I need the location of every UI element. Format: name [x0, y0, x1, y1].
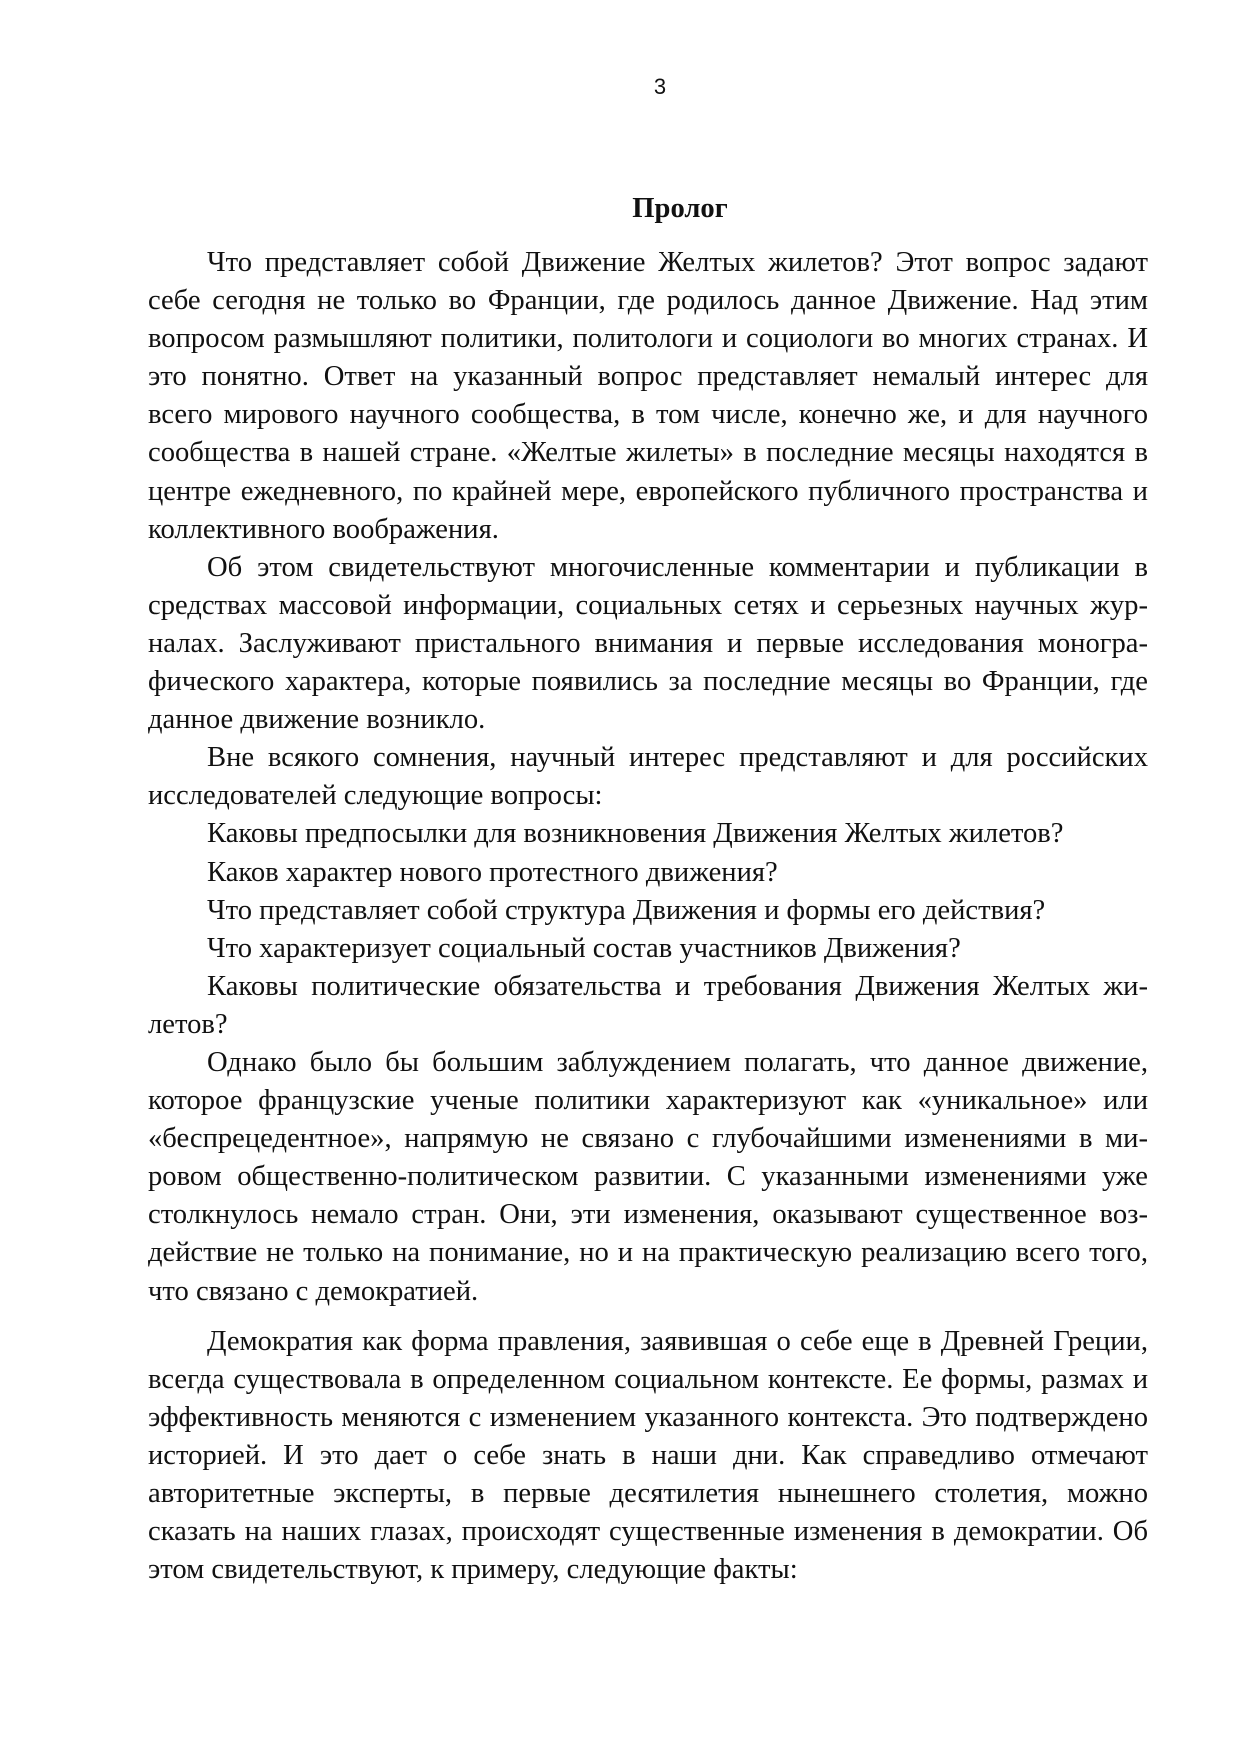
- question-item: Каковы политические обязательства и требования Движения Желтых жилетов?: [148, 970, 1148, 1040]
- paragraph-misconception: Однако было бы большим заблуждением полагать, что данное движение, которое французские ученые политики характеризуют как «уникальное» или «беспрецедентное», напрямую не связано с глубочайшими изменениями в мировом общественно-политическом развитии. С указанными изменениями уже столкнулось немало стран. Они, эти изменения, оказывают существенное воздействие не только на понимание, но и на практическую реализацию всего того, что связано с демократией.: [148, 1046, 1148, 1307]
- chapter-title: Пролог: [632, 193, 728, 224]
- question-item: Каков характер нового протестного движения?: [207, 856, 778, 888]
- paragraph-publications: Об этом свидетельствуют многочисленные комментарии и публикации в средствах массовой информации, социальных сетях и серьезных научных журналах. Заслуживают пристального внимания и первые исследования монографического характера, которые появились за последние месяцы во Франции, где данное движение возникло.: [148, 551, 1148, 736]
- question-item: Каковы предпосылки для возникновения Движения Желтых жилетов?: [207, 818, 1064, 850]
- paragraph-democracy: Демократия как форма правления, заявившая о себе еще в Древней Греции, всегда существовала в определенном социальном контексте. Ее формы, размах и эффективность меняются с изменением указанного контекста. Это подтверждено историей. И это дает о себе знать в наши дни. Как справедливо отмечают авторитетные эксперты, в первые десятилетия нынешнего столетия, можно сказать на наших глазах, происходят существенные изменения в демократии. Об этом свидетельствуют, к примеру, следующие факты:: [148, 1325, 1148, 1586]
- paragraph-questions-intro: Вне всякого сомнения, научный интерес представляют и для российских исследователей следующие вопросы:: [148, 742, 1148, 812]
- paragraph-intro: Что представляет собой Движение Желтых жилетов? Этот вопрос задают себе сегодня не только во Франции, где родилось данное Движение. Над этим вопросом размышляют политики, политологи и социологи во многих странах. И это понятно. Ответ на указанный вопрос представляет немалый интерес для всего мирового научного сообщества, в том числе, конечно же, и для научного сообщества в нашей стране. «Желтые жилеты» в последние месяцы находятся в центре ежедневного, по крайней мере, европейского публичного пространства и коллективного воображения.: [148, 247, 1148, 545]
- question-item: Что характеризует социальный состав участников Движения?: [207, 932, 961, 964]
- document-body: [148, 190, 1148, 1589]
- question-item: Что представляет собой структура Движения и формы его действия?: [207, 894, 1046, 926]
- page-number: 3: [653, 74, 667, 99]
